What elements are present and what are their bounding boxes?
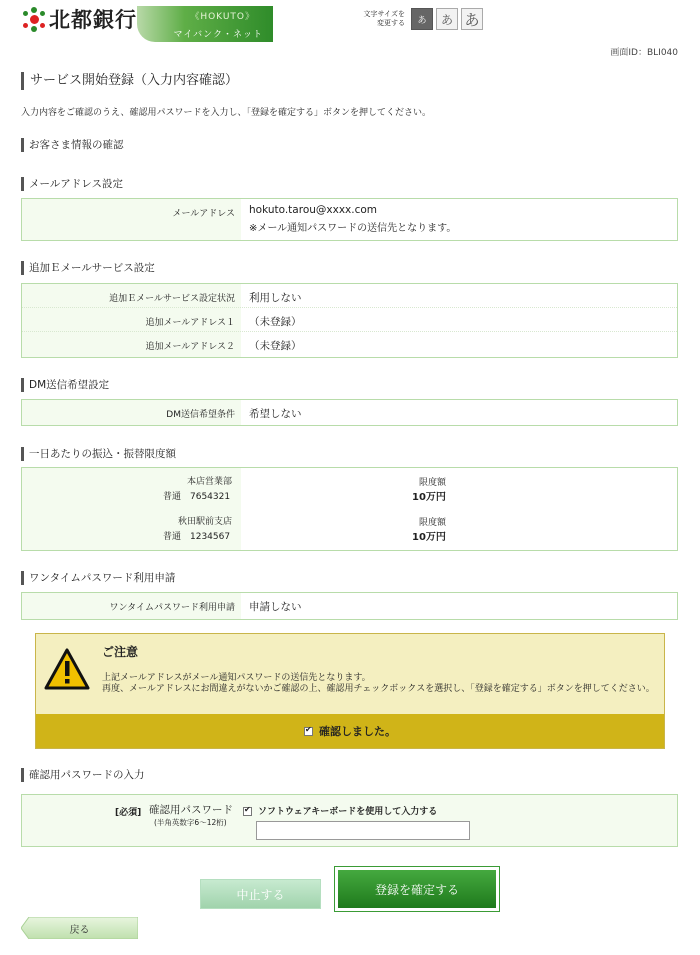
confirm-registration-button[interactable]: 登録を確定する bbox=[338, 870, 496, 908]
confirm-registration-button-frame bbox=[334, 866, 500, 912]
extra-email-1-label: 追加メールアドレス１ bbox=[145, 318, 235, 328]
extra-email-1-value: （未登録） bbox=[249, 316, 302, 328]
software-keyboard-label[interactable]: ソフトウェアキーボードを使用して入力する bbox=[258, 807, 438, 817]
font-size-medium-button[interactable]: あ bbox=[436, 8, 458, 30]
confirm-password-input[interactable] bbox=[256, 821, 470, 840]
font-size-large-button[interactable]: あ bbox=[461, 8, 483, 30]
notice-line1: 上記メールアドレスがメール通知パスワードの送信先となります。 bbox=[102, 673, 371, 683]
font-size-small-button[interactable]: あ bbox=[411, 8, 433, 30]
dm-section-heading: DM送信希望設定 bbox=[21, 378, 109, 392]
bank-logo-icon bbox=[21, 2, 47, 42]
limit-row bbox=[22, 468, 677, 508]
font-size-switcher bbox=[360, 8, 483, 30]
email-value: hokuto.tarou@xxxx.com bbox=[249, 204, 378, 216]
bank-name: 北都銀行 bbox=[49, 8, 137, 32]
bank-logo[interactable] bbox=[21, 2, 263, 42]
limit-account: 普通 1234567 bbox=[163, 532, 231, 542]
onetime-row bbox=[22, 593, 677, 617]
password-label: 確認用パスワード bbox=[149, 804, 233, 816]
dm-box bbox=[21, 399, 678, 426]
warning-icon bbox=[44, 648, 90, 690]
extra-email-2-label: 追加メールアドレス２ bbox=[145, 342, 235, 352]
email-row bbox=[22, 199, 677, 240]
confirm-checkbox-label[interactable]: 確認しました。 bbox=[319, 725, 396, 738]
email-section-heading: メールアドレス設定 bbox=[21, 177, 123, 191]
limit-branch: 秋田駅前支店 bbox=[177, 517, 232, 527]
extra-email-2-value: （未登録） bbox=[249, 340, 302, 352]
limit-branch: 本店営業部 bbox=[186, 477, 232, 487]
limit-label: 限度額 bbox=[419, 518, 447, 528]
page-title: サービス開始登録（入力内容確認） bbox=[21, 72, 238, 90]
password-hint: (半角英数字6〜12桁) bbox=[154, 818, 227, 827]
extra-email-2-row bbox=[22, 332, 677, 356]
confirm-bar bbox=[36, 714, 664, 748]
logo-sub-en: 《HOKUTO》 bbox=[190, 12, 255, 22]
onetime-box bbox=[21, 592, 678, 620]
extra-email-box bbox=[21, 283, 678, 358]
password-section-heading: 確認用パスワードの入力 bbox=[21, 768, 145, 782]
confirm-checkbox[interactable] bbox=[304, 727, 313, 736]
password-box bbox=[21, 794, 678, 847]
font-size-label: 文字サイズを 変更する bbox=[363, 10, 405, 27]
extra-email-1-row bbox=[22, 308, 677, 332]
intro-text: 入力内容をご確認のうえ、確認用パスワードを入力し、「登録を確定する」ボタンを押してください。 bbox=[21, 108, 432, 118]
cancel-button[interactable]: 中止する bbox=[200, 879, 321, 909]
logo-band bbox=[137, 6, 273, 42]
limit-amount: 10万円 bbox=[412, 532, 446, 543]
limit-amount: 10万円 bbox=[412, 492, 446, 503]
onetime-label: ワンタイムパスワード利用申請 bbox=[109, 603, 235, 613]
screen-id: 画面ID：BLI040 bbox=[610, 48, 678, 58]
limits-section-heading: 一日あたりの振込・振替限度額 bbox=[21, 447, 176, 461]
software-keyboard-option[interactable] bbox=[243, 804, 437, 817]
notice-title: ご注意 bbox=[102, 645, 139, 659]
caution-notice bbox=[35, 633, 665, 749]
extra-email-status-value: 利用しない bbox=[249, 292, 302, 304]
notice-line2: 再度、メールアドレスにお間違えがないかご確認の上、確認用チェックボックスを選択し、「登録を確定する」ボタンを押してください。 bbox=[102, 684, 655, 694]
back-button[interactable] bbox=[21, 917, 138, 939]
customer-info-heading: お客さま情報の確認 bbox=[21, 138, 124, 152]
software-keyboard-checkbox[interactable] bbox=[243, 807, 252, 816]
onetime-section-heading: ワンタイムパスワード利用申請 bbox=[21, 571, 175, 585]
limit-label: 限度額 bbox=[419, 478, 447, 488]
back-button-label: 戻る bbox=[69, 924, 90, 936]
limit-row bbox=[22, 508, 677, 548]
extra-email-status-row bbox=[22, 284, 677, 308]
onetime-value: 申請しない bbox=[249, 601, 302, 613]
email-box bbox=[21, 198, 678, 241]
extra-email-status-label: 追加Ｅメールサービス設定状況 bbox=[109, 294, 235, 304]
limits-box bbox=[21, 467, 678, 551]
extra-email-section-heading: 追加Ｅメールサービス設定 bbox=[21, 261, 155, 275]
email-note: ※メール通知パスワードの送信先となります。 bbox=[249, 223, 457, 234]
limit-account: 普通 7654321 bbox=[163, 492, 231, 502]
dm-label: DM送信希望条件 bbox=[166, 410, 235, 420]
logo-sub: マイバンク・ネット bbox=[173, 30, 263, 40]
required-badge: [必須] bbox=[115, 808, 142, 818]
dm-row bbox=[22, 400, 677, 424]
email-label: メールアドレス bbox=[172, 209, 235, 219]
dm-value: 希望しない bbox=[249, 408, 302, 420]
